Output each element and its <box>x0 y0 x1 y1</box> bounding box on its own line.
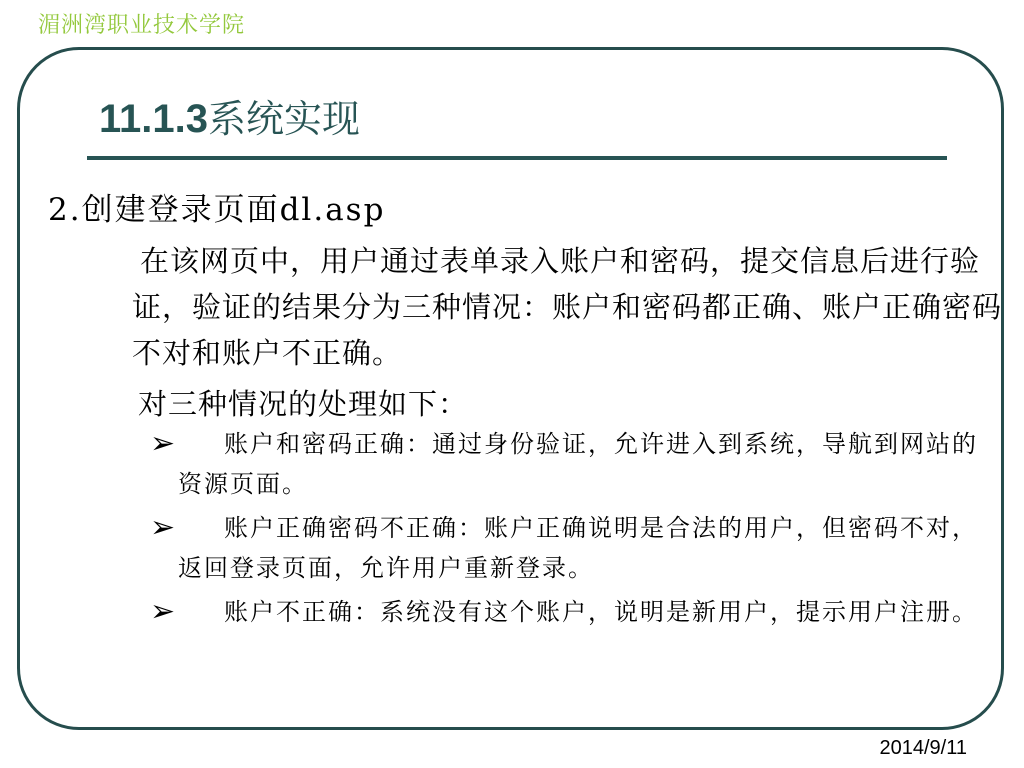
bullet-text: 账户不正确：系统没有这个账户，说明是新用户，提示用户注册。 <box>224 598 978 626</box>
slide-title <box>99 88 360 148</box>
section-title: 系统实现 <box>208 97 361 141</box>
bullet-text: 账户正确密码不正确：账户正确说明是合法的用户，但密码不对，返回登录页面，允许用户重新登录。 <box>178 514 978 582</box>
bullet-item <box>150 508 980 588</box>
content-heading: 2.创建登录页面dl.asp <box>48 192 386 228</box>
slide-date: 2014/9/11 <box>879 737 967 759</box>
title-divider <box>87 156 947 160</box>
bullet-text: 账户和密码正确：通过身份验证，允许进入到系统，导航到网站的资源页面。 <box>178 430 978 498</box>
sub-heading: 对三种情况的处理如下： <box>138 387 469 421</box>
organization-name: 湄洲湾职业技术学院 <box>38 13 246 38</box>
arrow-bullet-icon: ➢ <box>150 426 176 461</box>
description-paragraph: 在该网页中，用户通过表单录入账户和密码，提交信息后进行验证，验证的结果分为三种情况：账户和密码都正确、账户正确密码不对和账户不正确。 <box>132 244 1003 370</box>
arrow-bullet-icon: ➢ <box>150 594 176 629</box>
bullet-item <box>150 592 980 632</box>
section-number: 11.1.3 <box>99 97 209 141</box>
bullet-item <box>150 424 980 504</box>
arrow-bullet-icon: ➢ <box>150 510 176 545</box>
